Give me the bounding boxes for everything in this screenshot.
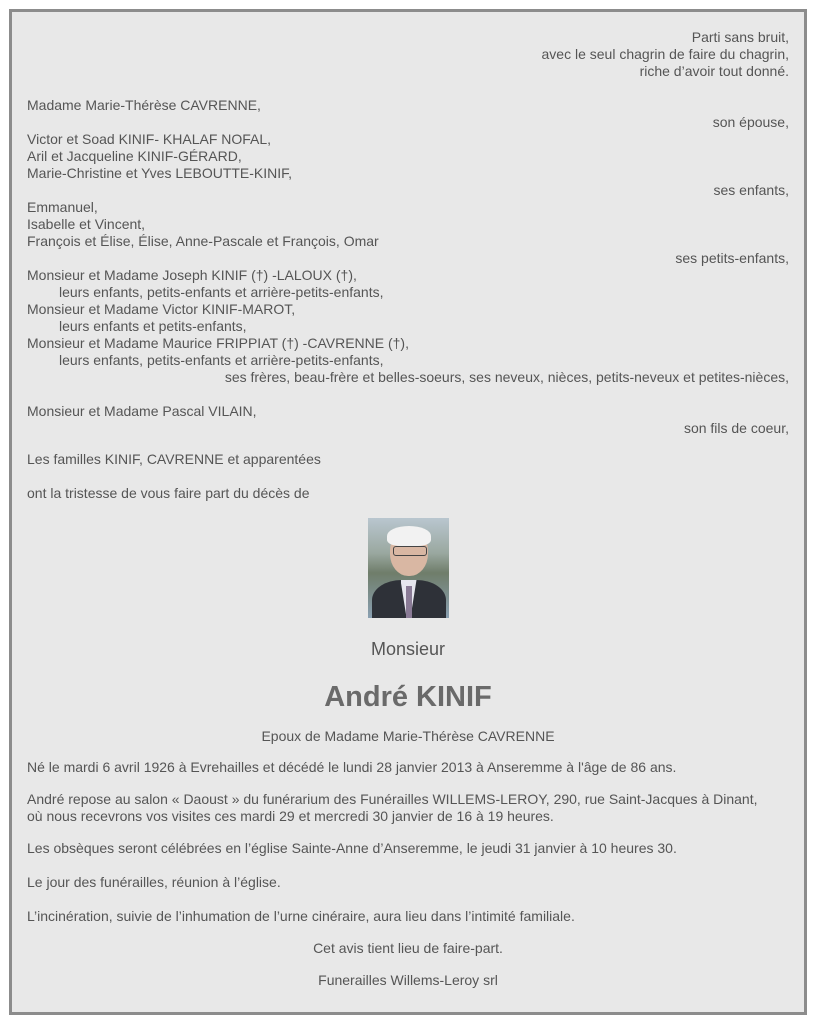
notice-line: Cet avis tient lieu de faire-part. xyxy=(313,940,503,956)
meeting-paragraph: Le jour des funérailles, réunion à l’église. xyxy=(27,874,281,890)
grandchild-name: Isabelle et Vincent, xyxy=(27,216,146,232)
portrait-photo xyxy=(27,518,789,618)
obituary-card xyxy=(9,9,807,1015)
grandchild-name: Emmanuel, xyxy=(27,199,98,215)
heart-son-section xyxy=(27,403,789,437)
sibling-line: Monsieur et Madame Maurice FRIPPIAT (†) -CAVRENNE (†), xyxy=(27,335,409,351)
children-relation: ses enfants, xyxy=(713,182,789,198)
sibling-descendants: leurs enfants, petits-enfants et arrière-petits-enfants, xyxy=(59,352,384,368)
child-name: Aril et Jacqueline KINIF-GÉRARD, xyxy=(27,148,242,164)
families-line: Les familles KINIF, CAVRENNE et apparentées xyxy=(27,451,321,467)
heart-son-name: Monsieur et Madame Pascal VILAIN, xyxy=(27,403,257,419)
siblings-section xyxy=(27,267,789,386)
spouse-section xyxy=(27,97,789,131)
poem-line: Parti sans bruit, xyxy=(691,29,789,45)
sibling-descendants: leurs enfants et petits-enfants, xyxy=(59,318,247,334)
siblings-relation: ses frères, beau-frère et belles-soeurs, ses neveux, nièces, petits-neveux et petites-nièces, xyxy=(224,369,789,385)
honorific: Monsieur xyxy=(370,639,446,659)
portrait-tie xyxy=(406,586,412,618)
grandchildren-relation: ses petits-enfants, xyxy=(675,250,789,266)
funeral-paragraph: Les obsèques seront célébrées en l’église Sainte-Anne d’Anseremme, le jeudi 31 janvier à 10 heures 30. xyxy=(27,840,677,856)
sibling-descendants: leurs enfants, petits-enfants et arrière-petits-enfants, xyxy=(59,284,384,300)
poem-line: riche d’avoir tout donné. xyxy=(639,63,789,79)
obituary-content xyxy=(27,12,789,989)
spouse-relation: son épouse, xyxy=(712,114,789,130)
visitation-paragraph xyxy=(27,791,789,825)
grandchildren-section xyxy=(27,199,789,267)
portrait-hair xyxy=(387,526,431,546)
spouse-note: Epoux de Madame Marie-Thérèse CAVRENNE xyxy=(261,728,555,744)
funeral-home-name: Funerailles Willems-Leroy srl xyxy=(318,972,498,988)
poem-line: avec le seul chagrin de faire du chagrin, xyxy=(541,46,789,62)
poem xyxy=(27,29,789,80)
sibling-line: Monsieur et Madame Joseph KINIF (†) -LALOUX (†), xyxy=(27,267,357,283)
visitation-line: où nous recevrons vos visites ces mardi 29 et mercredi 30 janvier de 16 à 19 heures. xyxy=(27,808,554,824)
spouse-name: Madame Marie-Thérèse CAVRENNE, xyxy=(27,97,261,113)
child-name: Victor et Soad KINIF- KHALAF NOFAL, xyxy=(27,131,272,147)
portrait-glasses xyxy=(393,546,427,556)
sibling-line: Monsieur et Madame Victor KINIF-MAROT, xyxy=(27,301,296,317)
visitation-line: André repose au salon « Daoust » du funérarium des Funérailles WILLEMS-LEROY, 290, rue Saint-Jacques à Dinant, xyxy=(27,791,758,807)
birth-death-paragraph: Né le mardi 6 avril 1926 à Evrehailles et décédé le lundi 28 janvier 2013 à Anseremme à l'âge de 86 ans. xyxy=(27,759,677,775)
heart-son-relation: son fils de coeur, xyxy=(683,420,789,436)
children-section xyxy=(27,131,789,199)
portrait-image xyxy=(368,518,449,618)
child-name: Marie-Christine et Yves LEBOUTTE-KINIF, xyxy=(27,165,293,181)
grandchild-name: François et Élise, Élise, Anne-Pascale et François, Omar xyxy=(27,233,379,249)
announcement: ont la tristesse de vous faire part du décès de xyxy=(27,485,310,501)
deceased-name: André KINIF xyxy=(324,681,492,713)
cremation-paragraph: L’incinération, suivie de l’inhumation de l’urne cinéraire, aura lieu dans l’intimité familiale. xyxy=(27,908,575,924)
